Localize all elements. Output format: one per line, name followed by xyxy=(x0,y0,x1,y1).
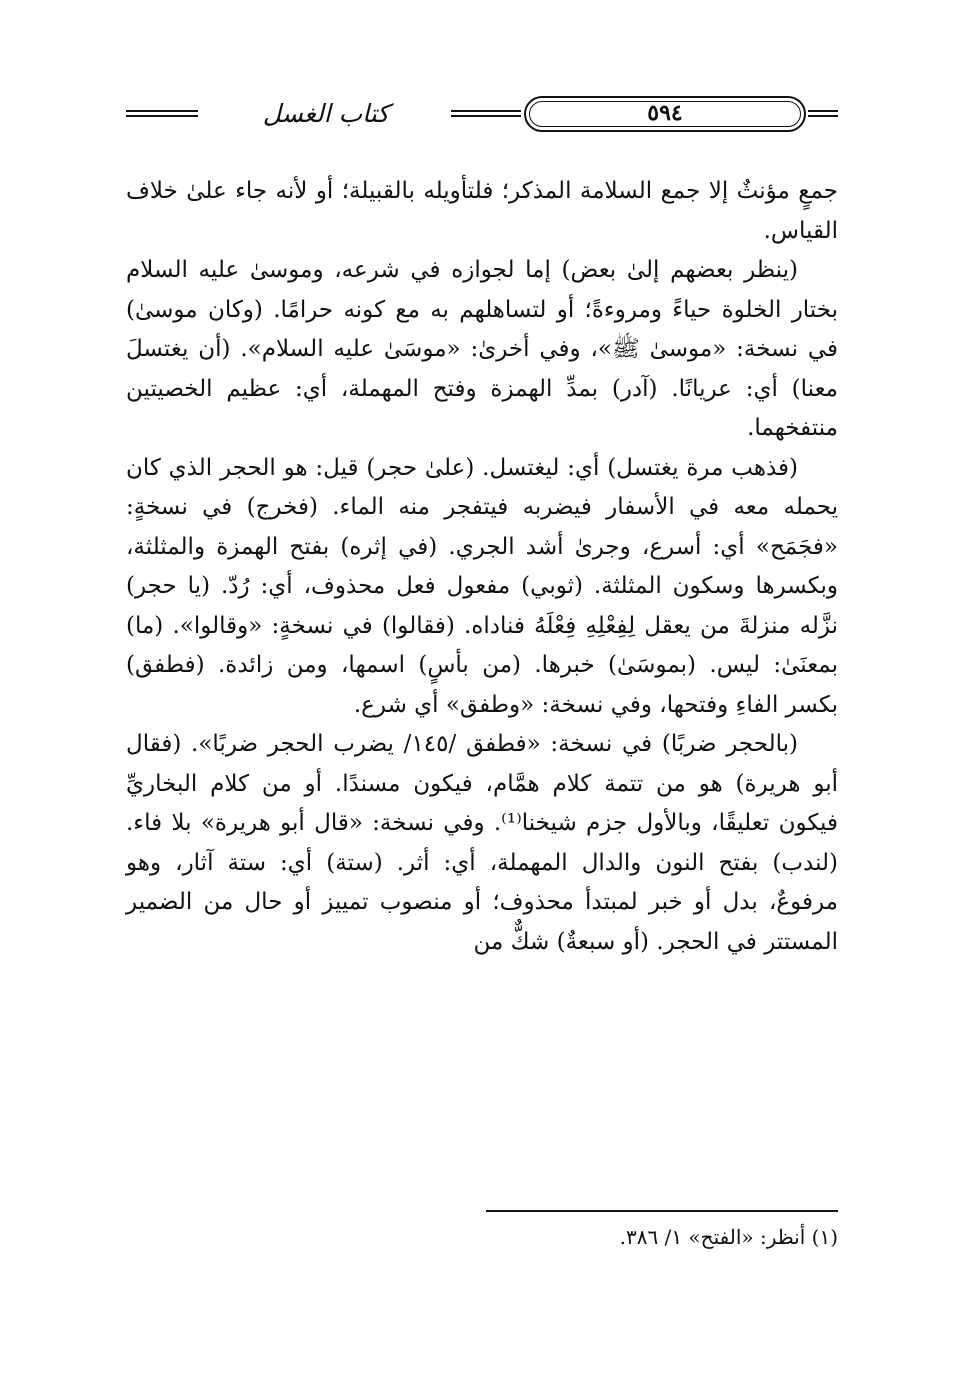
header-rule-left xyxy=(126,110,198,117)
paragraph-4: (بالحجر ضربًا) في نسخة: «فطفق /١٤٥/ يضرب الحجر ضربًا». (فقال أبو هريرة) هو من تتمة كلام همَّام، فيكون مسندًا. أو من كلام البخاريِّ فيكون تعليقًا، وبالأول جزم شيخنا⁽¹⁾. وفي نسخة: «قال أبو هريرة» بلا فاء. (لندب) بفتح النون والدال المهملة، أي: أثر. (ستة) أي: ستة آثار، وهو مرفوعٌ، بدل أو خبر لمبتدأ محذوف؛ أو منصوب تمييز أو حال من الضمير المستتر في الحجر. (أو سبعةٌ) شكٌّ من xyxy=(126,731,838,955)
header-rule-middle xyxy=(451,110,521,117)
body-text xyxy=(126,172,838,962)
header-rule-right xyxy=(808,110,838,117)
paragraph-1: جمعٍ مؤنثٌ إلا جمع السلامة المذكر؛ فلتأويله بالقبيلة؛ أو لأنه جاء علىٰ خلاف القياس. xyxy=(126,178,838,244)
footnote-separator xyxy=(486,1210,838,1212)
paragraph-2: (ينظر بعضهم إلىٰ بعض) إما لجوازه في شرعه، وموسىٰ عليه السلام بختار الخلوة حياءً ومروءةً؛ أو لتساهلهم به مع كونه حرامًا. (وكان موسىٰ) في نسخة: «موسىٰ ﷺ»، وفي أخرىٰ: «موسَىٰ عليه السلام». (أن يغتسلَ معنا) أي: عريانًا. (آدر) بمدِّ الهمزة وفتح المهملة، أي: عظيم الخصيتين منتفخهما. xyxy=(126,257,838,441)
paragraph-3: (فذهب مرة يغتسل) أي: ليغتسل. (علىٰ حجر) قيل: هو الحجر الذي كان يحمله معه في الأسفار فيضربه فيتفجر منه الماء. (فخرج) في نسخةٍ: «فجَمَح» أي: أسرع، وجرىٰ أشد الجري. (في إثره) بفتح الهمزة والمثلثة، وبكسرها وسكون المثلثة. (ثوبي) مفعول فعل محذوف، أي: رُدّ. (يا حجر) نزَّله منزلةَ من يعقل لِفِعْلِهِ فِعْلَهُ فناداه. (فقالوا) في نسخةٍ: «وقالوا». (ما) بمعنَىٰ: ليس. (بموسَىٰ) خبرها. (من بأسٍ) اسمها، ومن زائدة. (فطفق) بكسر الفاءِ وفتحها، وفي نسخة: «وطفق» أي شرع. xyxy=(126,454,838,718)
footnote: (١) أنظر: «الفتح» ١/ ٣٨٦. xyxy=(619,1225,838,1249)
page-number-badge xyxy=(524,96,806,132)
page-number: ٥٩٤ xyxy=(647,100,683,126)
page-header xyxy=(126,92,838,140)
book-title: كتاب الغسل xyxy=(262,99,390,128)
